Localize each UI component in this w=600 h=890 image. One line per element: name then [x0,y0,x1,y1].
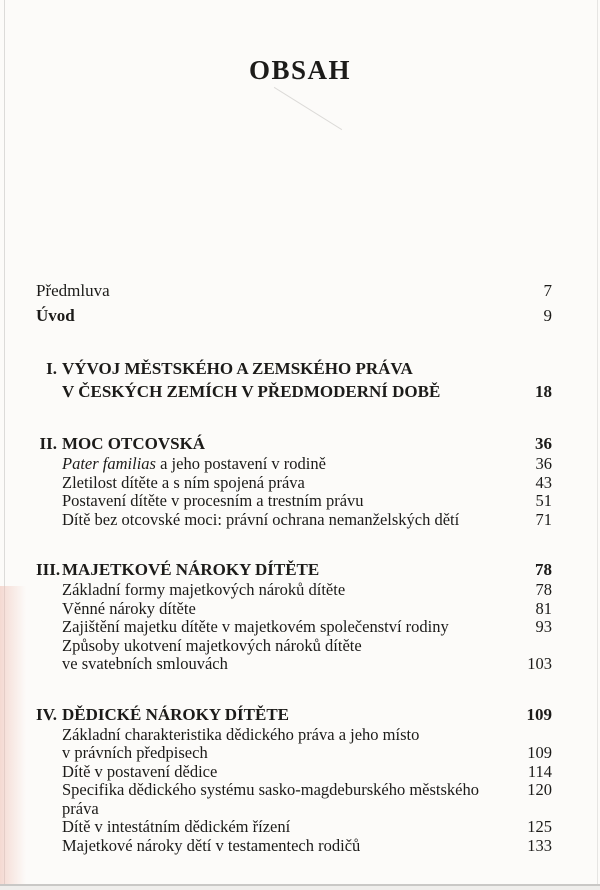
toc-entry [36,655,552,674]
toc-entry [36,511,552,530]
section-page-number: 18 [535,382,552,401]
entry-label: Způsoby ukotvení majetkových nároků dítěte [62,635,362,655]
section-title: MAJETKOVÉ NÁROKY DÍTĚTE [62,560,320,579]
scan-scratch-mark [274,87,342,130]
entry-label: Dítě bez otcovské moci: právní ochrana nemanželských dětí [62,509,460,529]
entry-page-number: 114 [527,761,552,781]
toc-entry [36,474,552,493]
entry-page-number: 78 [535,580,552,599]
entry-page-number: 71 [535,509,552,529]
entry-label: ve svatebních smlouvách [62,654,228,673]
toc-entry [36,726,552,745]
entry-label: Dítě v postavení dědice [62,761,218,781]
entry-page-number: 51 [535,491,552,510]
entry-page-number: 81 [535,598,552,618]
toc-entry [36,618,552,637]
toc-entry [36,781,552,818]
entry-page-number: 125 [527,817,552,836]
entry-label: Zajištění majetku dítěte v majetkovém společenství rodiny [62,617,449,636]
entry-label: Majetkové nároky dětí v testamentech rodičů [62,835,361,855]
scan-edge-right-line [597,0,598,890]
entry-page-number: 109 [527,743,552,762]
entry-label: Specifika dědického systému sasko-magdeburského městského práva [62,780,479,818]
section-title: MOC OTCOVSKÁ [62,434,206,453]
toc-section [36,432,552,529]
entry-page-number: 9 [543,306,552,325]
section-numeral: IV. [36,704,57,724]
entry-label: Postavení dítěte v procesním a trestním právu [62,491,364,510]
entry-page-number: 36 [535,454,552,473]
section-title-row [36,380,552,403]
section-numeral: III. [36,560,61,579]
entry-label: v právních předpisech [62,743,208,762]
toc [36,278,552,855]
scan-tint-bottom-left [0,586,26,886]
toc-entry [36,581,552,600]
section-title-row [36,432,552,455]
toc-entry [36,763,552,782]
entry-label: Dítě v intestátním dědickém řízení [62,817,291,836]
entry-label: Věnné nároky dítěte [62,598,196,618]
entry-label-italic: Pater familias [62,454,156,473]
entry-label: Předmluva [36,281,110,300]
section-title: DĚDICKÉ NÁROKY DÍTĚTE [62,704,290,724]
entry-page-number: 103 [527,654,552,673]
toc-entry [36,637,552,656]
toc-entry [36,600,552,619]
section-title: V ČESKÝCH ZEMÍCH V PŘEDMODERNÍ DOBĚ [62,382,441,401]
entry-label: Pater familias a jeho postavení v rodině [62,454,326,473]
toc-entry [36,492,552,511]
entry-label: Základní charakteristika dědického práva a jeho místo [62,724,420,744]
toc-entry [36,278,552,303]
toc-entry [36,744,552,763]
entry-label: Zletilost dítěte a s ním spojená práva [62,472,305,492]
entry-page-number: 120 [527,780,552,799]
section-title-row [36,558,552,581]
toc-entry [36,818,552,837]
section-page-number: 109 [526,704,552,724]
section-title-row [36,703,552,726]
section-title: VÝVOJ MĚSTSKÉHO A ZEMSKÉHO PRÁVA [62,359,413,378]
section-page-number: 78 [535,560,552,579]
toc-section [36,357,552,403]
toc-section [36,703,552,856]
entry-label: Základní formy majetkových nároků dítěte [62,580,346,599]
section-numeral: II. [39,434,57,453]
section-page-number: 36 [535,434,552,453]
section-title-row [36,357,552,380]
toc-section [36,558,552,674]
entry-page-number: 133 [527,835,552,855]
entry-page-number: 93 [535,617,552,636]
entry-page-number: 43 [535,472,552,492]
toc-entry [36,303,552,328]
scan-edge-bottom-margin [0,886,600,890]
entry-label: Úvod [36,306,75,325]
page-title: OBSAH [248,55,352,85]
toc-entry [36,837,552,856]
section-numeral: I. [46,359,57,378]
toc-entry [36,455,552,474]
entry-page-number: 7 [543,281,552,300]
